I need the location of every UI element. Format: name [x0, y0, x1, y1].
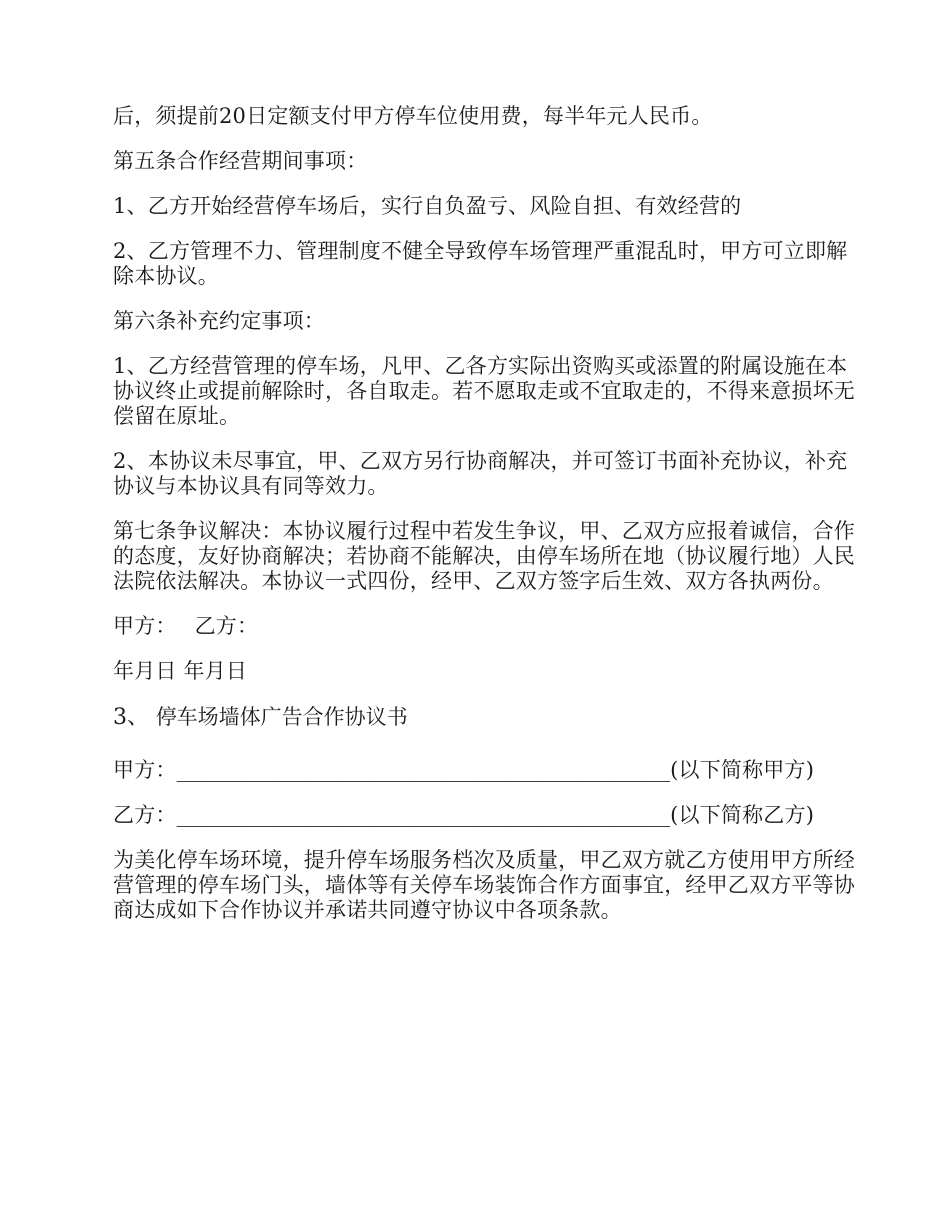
- party-a-suffix: (以下简称甲方): [670, 758, 815, 782]
- signature-row: [113, 614, 863, 639]
- article-6-item-1: 1、乙方经营管理的停车场，凡甲、乙各方实际出资购买或添置的附属设施在本协议终止或提前解除时，各自取走。若不愿取走或不宜取走的，不得来意损坏无偿留在原址。: [113, 354, 855, 428]
- date-party-a: 年月日: [113, 659, 177, 683]
- article-5-heading: 第五条合作经营期间事项：: [113, 149, 368, 173]
- party-b-suffix: (以下简称乙方): [670, 803, 815, 827]
- signature-party-b: 乙方：: [194, 614, 259, 638]
- article-6-heading: 第六条补充约定事项：: [113, 309, 325, 333]
- section-3-heading: [113, 704, 863, 731]
- article-7-dispute: 第七条争议解决：本协议履行过程中若发生争议，甲、乙双方应报着诚信，合作的态度，友好协商解决；若协商不能解决，由停车场所在地（协议履行地）人民法院依法解决。本协议一式四份，经甲、乙双方签字后生效、双方各执两份。: [113, 519, 855, 593]
- party-b-blank: _______________________________________________: [176, 803, 671, 827]
- intro-paragraph: 为美化停车场环境，提升停车场服务档次及质量，甲乙双方就乙方使用甲方所经营管理的停车场门头，墙体等有关停车场装饰合作方面事宜，经甲乙双方平等协商达成如下合作协议并承诺共同遵守协议中各项条款。: [113, 848, 855, 922]
- party-a-blank: _______________________________________________: [176, 758, 671, 782]
- paragraph-fee-payment: 后，须提前20日定额支付甲方停车位使用费，每半年元人民币。: [113, 104, 713, 128]
- party-a-label: 甲方：: [113, 758, 177, 782]
- article-5-item-1: 1、乙方开始经营停车场后，实行自负盈亏、风险自担、有效经营的: [113, 194, 742, 218]
- section-3-number: 3、: [113, 705, 149, 730]
- date-party-b: 年月日: [183, 659, 248, 683]
- section-3-title: 停车场墙体广告合作协议书: [155, 705, 408, 729]
- article-6-item-2: 2、本协议未尽事宜，甲、乙双方另行协商解决，并可签订书面补充协议，补充协议与本协议具有同等效力。: [113, 449, 848, 498]
- party-a-line: [113, 758, 863, 783]
- signature-party-a: 甲方：: [113, 614, 177, 638]
- date-row: [113, 659, 863, 684]
- party-b-line: [113, 803, 863, 828]
- document-page: [113, 104, 863, 943]
- article-5-item-2: 2、乙方管理不力、管理制度不健全导致停车场管理严重混乱时，甲方可立即解除本协议。: [113, 239, 848, 288]
- party-b-label: 乙方：: [113, 803, 177, 827]
